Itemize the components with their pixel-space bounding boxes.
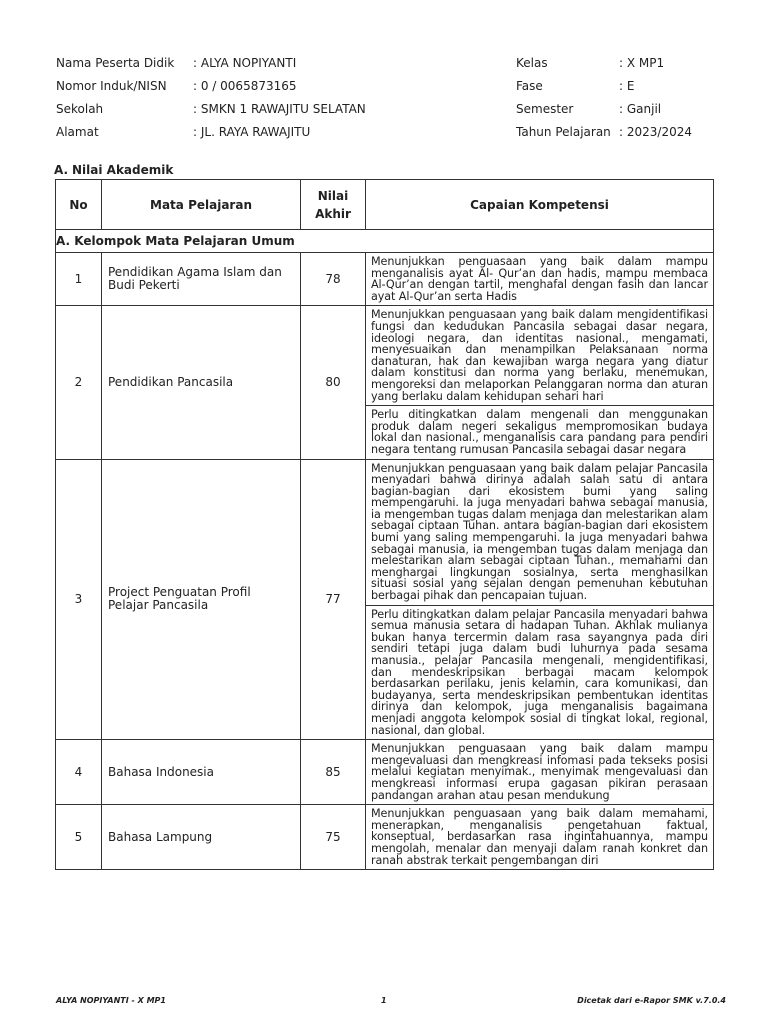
label-address: Alamat (56, 125, 99, 139)
label-nisn: Nomor Induk/NISN (56, 79, 167, 93)
section-prefix: A. (54, 163, 69, 177)
row-score: 78 (301, 253, 366, 306)
value-student-name: : ALYA NOPIYANTI (193, 56, 297, 70)
info-row-school (56, 100, 716, 123)
value-phase: : E (619, 79, 635, 93)
footer-student: ALYA NOPIYANTI - X MP1 (56, 996, 166, 1005)
value-address: : JL. RAYA RAWAJITU (193, 125, 311, 139)
value-class: : X MP1 (619, 56, 665, 70)
header-score-line2: Akhir (315, 206, 351, 221)
label-school-year: Tahun Pelajaran (516, 125, 611, 139)
table-header-row (56, 180, 714, 230)
label-semester: Semester (516, 102, 574, 116)
section-title (54, 163, 173, 177)
value-school-year: : 2023/2024 (619, 125, 692, 139)
footer-page-number: 1 (381, 996, 387, 1005)
group-row (56, 230, 714, 253)
table-row (56, 740, 714, 805)
footer-printed-by: Dicetak dari e-Rapor SMK v.7.0.4 (577, 996, 726, 1005)
label-student-name: Nama Peserta Didik (56, 56, 175, 70)
table-row (56, 805, 714, 870)
row-competency: Menunjukkan penguasaan yang baik dalam mampu mengevaluasi dan mengkreasi infomasi pada tekseks posisi melalui kegiatan menyimak., menyimak mengevaluasi dan mengkreasi informasi erupa gagasan pikiran perasaan pandangan arahan atau pesan mendukung (366, 740, 714, 805)
header-subject: Mata Pelajaran (102, 180, 301, 230)
row-score: 75 (301, 805, 366, 870)
header-competency: Capaian Kompetensi (366, 180, 714, 230)
row-subject: Pendidikan Pancasila (102, 306, 301, 459)
info-row-address (56, 123, 716, 146)
row-no: 4 (56, 740, 102, 805)
table-row (56, 459, 714, 605)
value-nisn: : 0 / 0065873165 (193, 79, 297, 93)
row-competency-improve: Perlu ditingkatkan dalam pelajar Pancasila menyadari bahwa semua manusia setara di hadapan Tuhan. Akhlak mulianya bukan hanya tercermin dalam rasa sayangnya pada diri sendiri tetapi juga dalam budi luhurnya pada sesama manusia., pelajar Pancasila mengenali, mengidentifikasi, dan mendeskripsikan berbagai macam kelompok berdasarkan perilaku, jenis kelamin, cara komunikasi, dan budayanya, serta mendeskripsikan pembentukan identitas dirinya dan kelompok, juga menganalisis bagaimana menjadi anggota kelompok sosial di tingkat lokal, regional, nasional, dan global. (366, 605, 714, 740)
row-no: 2 (56, 306, 102, 459)
label-phase: Fase (516, 79, 543, 93)
section-title-text: Nilai Akademik (72, 163, 174, 177)
row-competency: Menunjukkan penguasaan yang baik dalam pelajar Pancasila menyadari bahwa dirinya adalah salah satu di antara bagian-bagian dari ekosistem bumi yang saling mempengaruhi. Ia juga menyadari bahwa sebagai manusia, ia mengemban tugas dalam menjaga dan melestarikan alam sebagai ciptaan Tuhan. antara bagian-bagian dari ekosistem bumi yang saling mempengaruhi. Ia juga menyadari bahwa sebagai manusia, ia mengemban tugas dalam menjaga dan melestarikan alam sebagai ciptaan Tuhan., memahami dan menghargai lingkungan sosialnya, serta menghasilkan situasi sosial yang sejalan dengan pemenuhan kebutuhan berbagai pihak dan pencapaian tujuan. (366, 459, 714, 605)
label-class: Kelas (516, 56, 548, 70)
row-competency: Menunjukkan penguasaan yang baik dalam mengidentifikasi fungsi dan kedudukan Pancasila sebagai dasar negara, ideologi negara, dan identitas nasional., mengamati, menyesuaikan dan menampilkan Pelaksanaan norma danaturan, hak dan kewajiban warga negara yang diatur dalam konstitusi dan norma yang berlaku, menemukan, mengoreksi dan melaporkan Pelanggaran norma dan aturan yang berlaku dalam kehidupan sehari hari (366, 306, 714, 406)
header-no: No (56, 180, 102, 230)
row-subject: Bahasa Indonesia (102, 740, 301, 805)
table-row (56, 306, 714, 406)
grades-table (55, 179, 714, 870)
row-score: 85 (301, 740, 366, 805)
group-label: A. Kelompok Mata Pelajaran Umum (56, 230, 714, 253)
header-score (301, 180, 366, 230)
table-row (56, 253, 714, 306)
student-info (56, 54, 716, 146)
row-competency-improve: Perlu ditingkatkan dalam mengenali dan menggunakan produk dalam negeri sekaligus mempromosikan budaya lokal dan nasional., menganalisis cara pandang para pendiri negara tentang rumusan Pancasila sebagai dasar negara (366, 406, 714, 459)
row-no: 5 (56, 805, 102, 870)
row-competency: Menunjukkan penguasaan yang baik dalam mampu menganalisis ayat Al- Qur’an dan hadis, mampu membaca Al-Qur’an dengan tartil, menghafal dengan fasih dan lancar ayat Al-Qur’an serta Hadis (366, 253, 714, 306)
label-school: Sekolah (56, 102, 104, 116)
row-no: 3 (56, 459, 102, 740)
row-score: 77 (301, 459, 366, 740)
value-semester: : Ganjil (619, 102, 662, 116)
info-row-name (56, 54, 716, 77)
row-subject: Pendidikan Agama Islam dan Budi Pekerti (102, 253, 301, 306)
row-competency: Menunjukkan penguasaan yang baik dalam memahami, menerapkan, menganalisis pengetahuan faktual, konseptual, berdasarkan rasa ingintahuannya, mampu mengolah, menalar dan menyaji dalam ranah konkret dan ranah abstrak terkait pengembangan diri (366, 805, 714, 870)
row-no: 1 (56, 253, 102, 306)
value-school: : SMKN 1 RAWAJITU SELATAN (193, 102, 366, 116)
row-subject: Project Penguatan Profil Pelajar Pancasila (102, 459, 301, 740)
header-score-line1: Nilai (317, 188, 349, 203)
row-subject: Bahasa Lampung (102, 805, 301, 870)
info-row-nisn (56, 77, 716, 100)
row-score: 80 (301, 306, 366, 459)
